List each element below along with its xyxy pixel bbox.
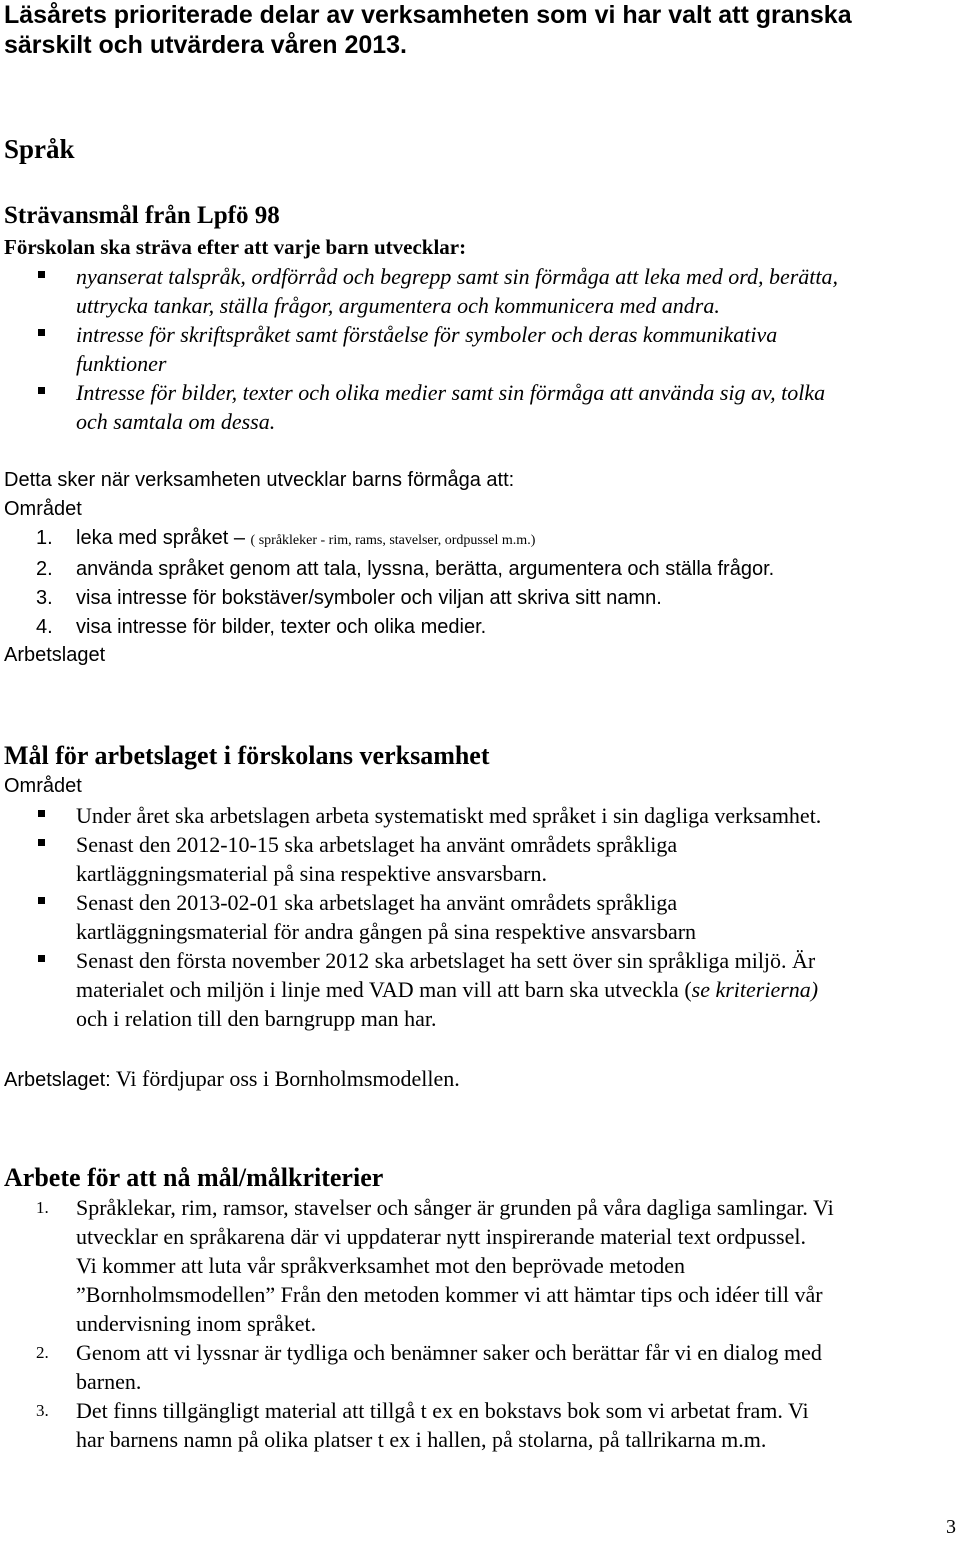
list-item: Under året ska arbetslagen arbeta systematiskt med språket i sin dagliga verksamhet.	[0, 801, 821, 830]
list-item: 1. leka med språket – ( språkleker - rim, rams, stavelser, ordpussel m.m.)	[36, 527, 536, 549]
mal-list	[0, 801, 821, 1033]
stravansmal-heading: Strävansmål från Lpfö 98	[4, 202, 280, 229]
mal-area-label: Området	[4, 775, 82, 797]
list-item: 2. Genom att vi lyssnar är tydliga och benämner saker och berättar får vi en dialog med barnen.	[36, 1340, 822, 1394]
page-number: 3	[946, 1516, 956, 1538]
stravansmal-intro: Förskolan ska sträva efter att varje barn utvecklar:	[4, 235, 467, 259]
detta-list	[0, 524, 774, 642]
title-line-1: Läsårets prioriterade delar av verksamheten som vi har valt att granska	[4, 1, 852, 29]
list-item: Senast den 2012-10-15 ska arbetslaget ha använt områdets språkliga kartläggningsmaterial på sina respektive ansvarsbarn.	[0, 830, 821, 888]
list-item: Senast den 2013-02-01 ska arbetslaget ha använt områdets språkliga kartläggningsmaterial för andra gången på sina respektive ansvarsbarn	[0, 888, 821, 946]
list-item: Senast den första november 2012 ska arbetslaget ha sett över sin språkliga miljö. Är materialet och miljön i linje med VAD man vill att barn ska utveckla (se kriterierna) och i relation till den barngrupp man har.	[0, 946, 821, 1033]
team-focus	[4, 1064, 460, 1095]
title-line-2: särskilt och utvärdera våren 2013.	[4, 31, 408, 59]
area-label: Området	[4, 498, 82, 520]
arbete-heading: Arbete för att nå mål/målkriterier	[4, 1163, 384, 1192]
list-item: 4. visa intresse för bilder, texter och olika medier.	[36, 616, 487, 638]
arbete-list	[0, 1193, 834, 1454]
list-item: intresse för skriftspråket samt förståelse för symboler och deras kommunikativa funktioner	[0, 320, 838, 378]
stravansmal-list	[0, 262, 838, 436]
document-title	[4, 0, 852, 60]
mal-heading: Mål för arbetslaget i förskolans verksamhet	[4, 741, 490, 770]
team-label: Arbetslaget	[4, 644, 106, 666]
list-item: 3. visa intresse för bokstäver/symboler och viljan att skriva sitt namn.	[36, 587, 662, 609]
section-heading-sprak: Språk	[4, 134, 75, 164]
detta-intro: Detta sker när verksamheten utvecklar barns förmåga att:	[4, 469, 515, 491]
list-item: 3. Det finns tillgängligt material att tillgå t ex en bokstavs bok som vi arbetat fram. Vi har barnens namn på olika platser t ex i hallen, på stolarna, på tallrikarna m.m.	[36, 1398, 809, 1452]
list-item: nyanserat talspråk, ordförråd och begrepp samt sin förmåga att leka med ord, berätta, uttrycka tankar, ställa frågor, argumentera och kommunicera med andra.	[0, 262, 838, 320]
list-item: 2. använda språket genom att tala, lyssna, berätta, argumentera och ställa frågor.	[36, 558, 775, 580]
list-item: 1. Språklekar, rim, ramsor, stavelser och sånger är grunden på våra dagliga samlingar. Vi utvecklar en språkarena där vi uppdaterar nytt inspirerande material text ordpussel. Vi kommer att luta vår språkverksamhet mot den beprövade metoden ”Bornholmsmodellen” Från den metoden kommer vi att hämtar tips och idéer till vår undervisning inom språket.	[36, 1195, 834, 1336]
list-item: Intresse för bilder, texter och olika medier samt sin förmåga att använda sig av, tolka och samtala om dessa.	[0, 378, 838, 436]
team-focus-text: Vi fördjupar oss i Bornholmsmodellen.	[110, 1066, 460, 1091]
team-focus-label: Arbetslaget:	[4, 1069, 111, 1091]
